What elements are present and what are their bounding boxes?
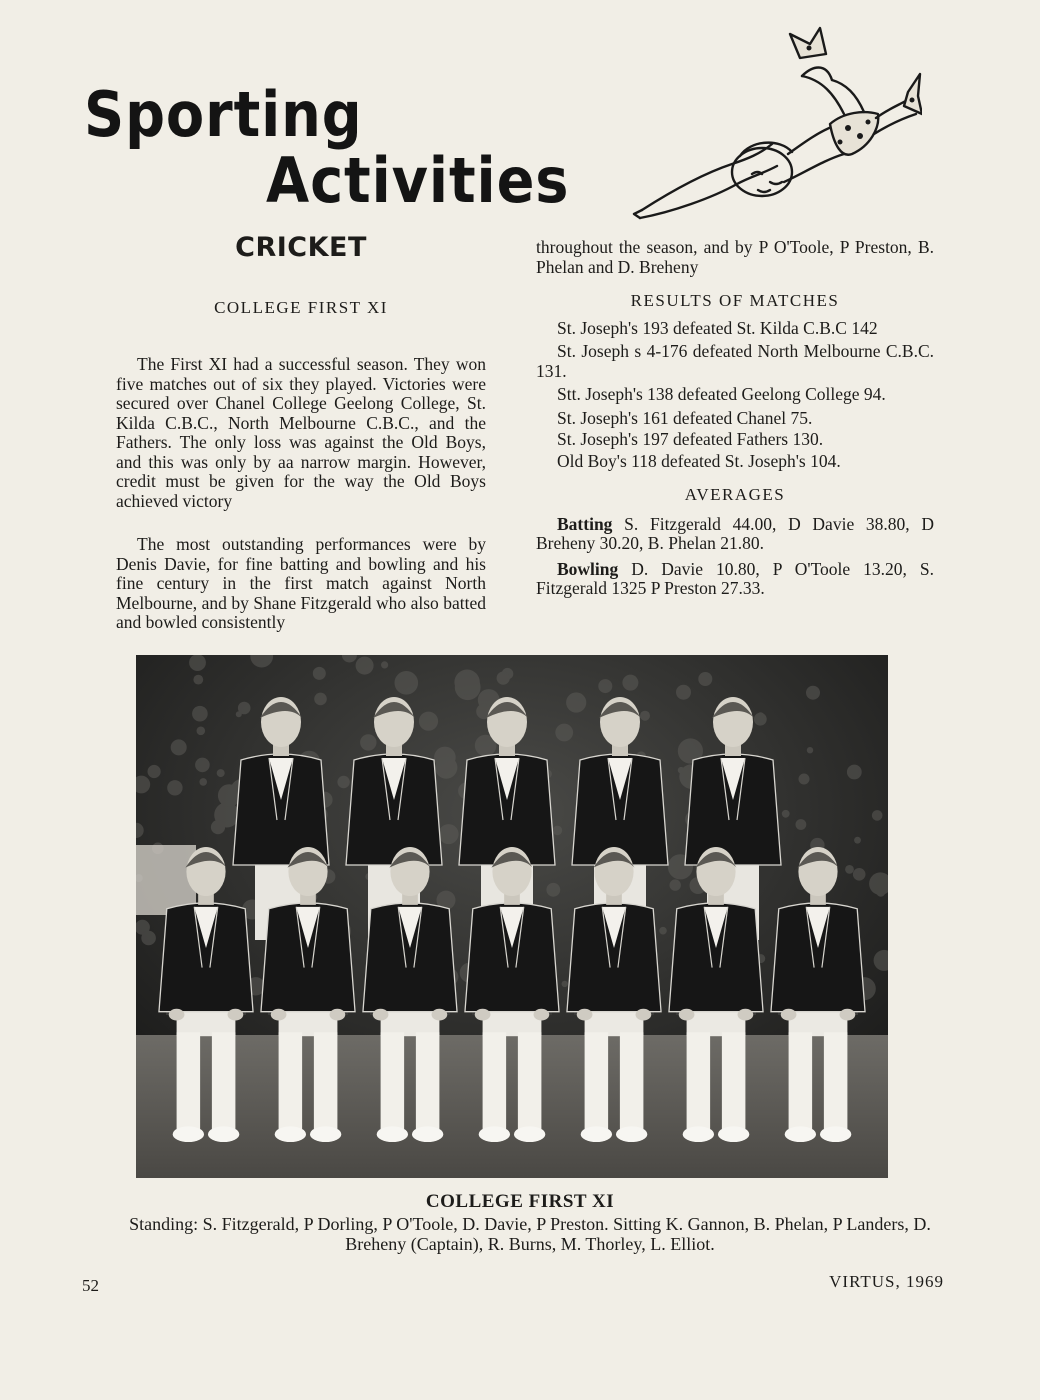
result-item: St. Joseph's 161 defeated Chanel 75.: [557, 407, 813, 428]
publication-footer: VIRTUS, 1969: [829, 1272, 944, 1291]
paragraph-continuation: throughout the season, and by P O'Toole, P Preston, B. Phelan and D. Breheny: [536, 237, 934, 277]
result-item: Old Boy's 118 defeated St. Joseph's 104.: [557, 450, 841, 471]
bowling-averages: [536, 560, 934, 599]
team-photo-graphic: [136, 655, 888, 1178]
team-photo: [136, 655, 888, 1178]
batting-text: S. Fitzgerald 44.00, D Davie 38.80, D Breheny 30.20, B. Phelan 21.80.: [536, 513, 935, 553]
diver-illustration: [612, 14, 922, 224]
result-item: St. Joseph's 197 defeated Fathers 130.: [557, 429, 824, 449]
averages-heading: AVERAGES: [684, 485, 786, 504]
result-item: St. Joseph s 4-176 defeated North Melbourne C.B.C. 131.: [536, 341, 934, 381]
page-number: 52: [82, 1276, 99, 1295]
section-title-cricket: CRICKET: [235, 232, 367, 263]
heading-activities: Activities: [266, 144, 570, 217]
result-item: St. Joseph's 193 defeated St. Kilda C.B.C 142: [557, 317, 878, 338]
results-heading: RESULTS OF MATCHES: [630, 291, 840, 310]
batting-label: Batting: [557, 513, 613, 534]
photo-caption-title: COLLEGE FIRST XI: [425, 1191, 615, 1212]
paragraph-performances: The most outstanding performances were by Denis Davie, for fine batting and bowling and his fine century in the first match against North Melbourne, and by Shane Fitzgerald who also batted and bowled consistently: [116, 534, 486, 632]
batting-averages: [536, 515, 934, 554]
heading-sporting: Sporting: [84, 78, 363, 151]
result-item: Stt. Joseph's 138 defeated Geelong College 94.: [557, 384, 886, 404]
paragraph-season: The First XI had a successful season. They won five matches out of six they played. Victories were secured over Chanel College Geelong College, St. Kilda C.B.C., North Melbourne C.B.C., and the Fathers. The only loss was against the Old Boys, and this was only by aa narrow margin. However, credit must be given for the way the Old Boys achieved victory: [116, 354, 486, 511]
photo-caption-names: Standing: S. Fitzgerald, P Dorling, P O'Toole, D. Davie, P Preston. Sitting K. Gannon, B. Phelan, P Landers, D. Breheny (Captain), R. Burns, M. Thorley, L. Elliot.: [129, 1214, 931, 1254]
bowling-text: D. Davie 10.80, P O'Toole 13.20, S. Fitzgerald 1325 P Preston 27.33.: [536, 558, 934, 598]
results-list: [536, 319, 934, 472]
left-column: [116, 232, 486, 633]
subtitle-first-xi: COLLEGE FIRST XI: [214, 297, 388, 317]
bowling-label: Bowling: [557, 558, 619, 579]
right-column: [536, 238, 934, 599]
